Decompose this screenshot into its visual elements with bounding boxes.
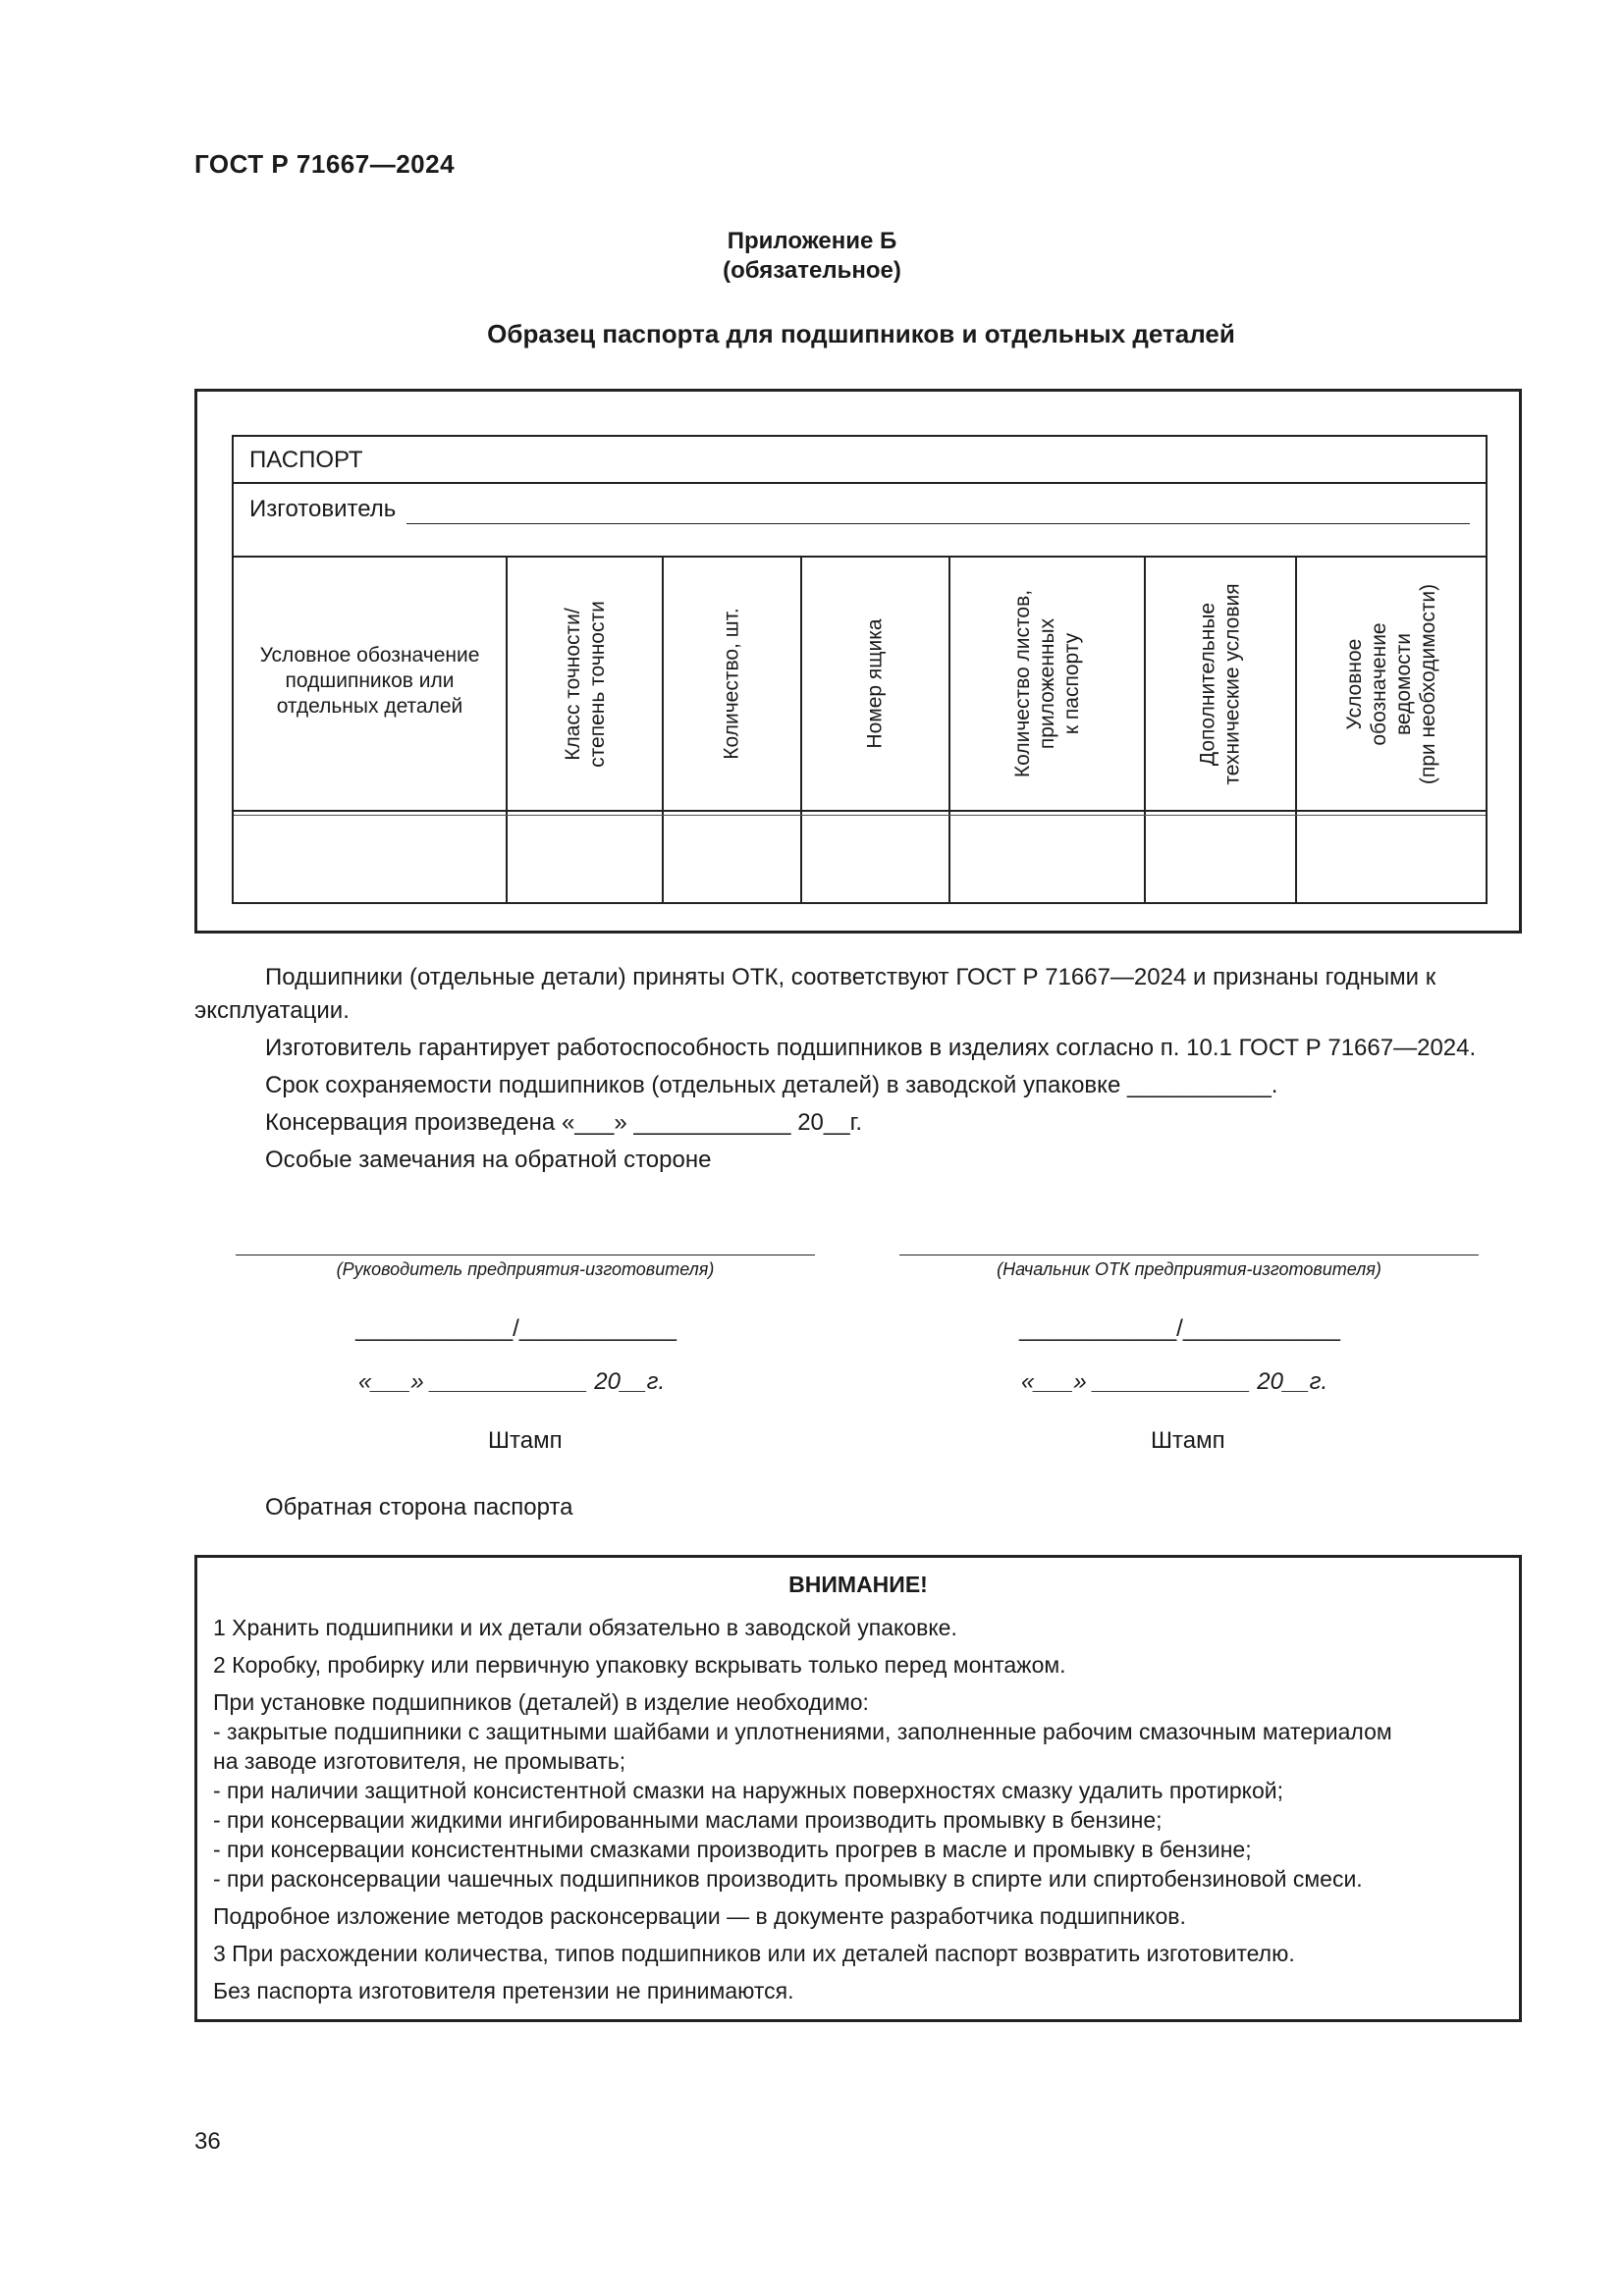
column-header-statement: Условное обозначение ведомости (при необходимости)	[1343, 583, 1440, 784]
manufacturer-label: Изготовитель	[249, 496, 397, 522]
appendix-title: Приложение Б	[727, 228, 897, 254]
passport-form	[232, 435, 1488, 904]
signature-caption-right: (Начальник ОТК предприятия-изготовителя)	[997, 1259, 1381, 1279]
document-code: ГОСТ Р 71667—2024	[194, 149, 456, 179]
column-header-quantity: Количество, шт.	[721, 608, 744, 760]
name-line-right: ____________/____________	[1019, 1315, 1341, 1342]
attention-line: Подробное изложение методов расконсервации — в документе разработчика подшипников.	[213, 1903, 1186, 1929]
date-line-right: «___» ____________ 20__г.	[1021, 1368, 1328, 1395]
preservation-paragraph: Консервация произведена «___» ____________ 20__г.	[265, 1109, 863, 1136]
attention-line: Без паспорта изготовителя претензии не принимаются.	[213, 1978, 794, 2003]
appendix-status: (обязательное)	[723, 257, 901, 284]
header-bottom-rule	[234, 810, 1486, 812]
signature-caption-left: (Руководитель предприятия-изготовителя)	[336, 1259, 715, 1279]
date-line-left: «___» ____________ 20__г.	[358, 1368, 666, 1395]
attention-line: на заводе изготовителя, не промывать;	[213, 1748, 626, 1774]
attention-line: - при наличии защитной консистентной смазки на наружных поверхностях смазку удалить протиркой;	[213, 1778, 1283, 1803]
manufacturer-field-line[interactable]	[406, 523, 1470, 524]
acceptance-paragraph: Подшипники (отдельные детали) приняты ОТК, соответствуют ГОСТ Р 71667—2024 и признаны годными к	[265, 964, 1436, 990]
attention-line: При установке подшипников (деталей) в изделие необходимо:	[213, 1689, 869, 1715]
column-header-extra-conditions: Дополнительные технические условия	[1197, 582, 1245, 785]
attention-box	[194, 1555, 1522, 2022]
header-bottom-rule-thin	[234, 815, 1486, 816]
attention-title: ВНИМАНИЕ!	[788, 1572, 928, 1597]
passport-title-row	[234, 437, 1486, 484]
name-line-left: ____________/____________	[355, 1315, 677, 1342]
attention-line: - закрытые подшипники с защитными шайбами и уплотнениями, заполненные рабочим смазочным материалом	[213, 1719, 1392, 1744]
attention-line: 1 Хранить подшипники и их детали обязательно в заводской упаковке.	[213, 1615, 957, 1640]
attention-line: 2 Коробку, пробирку или первичную упаковку вскрывать только перед монтажом.	[213, 1652, 1066, 1678]
attention-line: - при расконсервации чашечных подшипников производить промывку в спирте или спиртобензиновой смеси.	[213, 1866, 1363, 1892]
reverse-side-label: Обратная сторона паспорта	[265, 1494, 573, 1521]
column-header-accuracy: Класс точности/ степень точности	[561, 600, 609, 768]
stamp-right: Штамп	[1151, 1427, 1225, 1454]
attention-line: 3 При расхождении количества, типов подшипников или их деталей паспорт возвратить изготовителю.	[213, 1941, 1295, 1966]
document-title: Образец паспорта для подшипников и отдельных деталей	[487, 319, 1235, 348]
passport-title: ПАСПОРТ	[249, 447, 363, 473]
remarks-paragraph: Особые замечания на обратной стороне	[265, 1147, 712, 1173]
warranty-paragraph: Изготовитель гарантирует работоспособность подшипников в изделиях согласно п. 10.1 ГОСТ Р 71667—2024.	[265, 1035, 1477, 1061]
column-header-box-number: Номер ящика	[864, 618, 887, 749]
manufacturer-row	[234, 484, 1486, 558]
acceptance-paragraph-cont: эксплуатации.	[194, 997, 350, 1024]
stamp-left: Штамп	[488, 1427, 563, 1454]
column-header-attached-sheets: Количество листов, приложенных к паспорту	[1011, 589, 1083, 778]
attention-line: - при консервации консистентными смазками производить прогрев в масле и промывку в бензине;	[213, 1837, 1252, 1862]
column-header-designation: Условное обозначение подшипников или отдельных деталей	[259, 644, 480, 718]
page-number: 36	[194, 2128, 221, 2155]
attention-line: - при консервации жидкими ингибированными маслами производить промывку в бензине;	[213, 1807, 1163, 1833]
shelf-life-paragraph: Срок сохраняемости подшипников (отдельных деталей) в заводской упаковке ___________.	[265, 1072, 1278, 1098]
